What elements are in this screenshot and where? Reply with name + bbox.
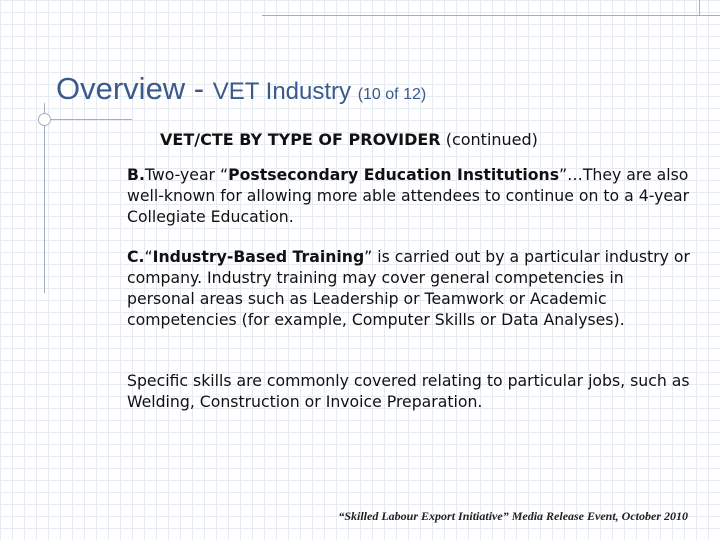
paragraph-postsecondary xyxy=(127,164,692,227)
circle-marker xyxy=(38,113,51,126)
title-main: Overview - xyxy=(56,71,213,106)
section-heading-rest: (continued) xyxy=(440,130,538,149)
title-underline xyxy=(44,119,132,120)
paragraph-specific-skills: Specific skills are commonly covered relating to particular jobs, such as Welding, Construction or Invoice Preparation. xyxy=(127,371,690,411)
top-rule-line xyxy=(262,15,720,16)
paragraph-b-bold: Postsecondary Education Institutions xyxy=(228,165,560,184)
paragraph-c-text-start: “ xyxy=(144,247,153,266)
paragraph-industry-training xyxy=(127,246,692,330)
left-vertical-line xyxy=(44,103,45,293)
right-rule-line xyxy=(699,0,700,15)
title-subtitle: VET Industry xyxy=(212,78,358,105)
title-page-count: (10 of 12) xyxy=(357,86,427,103)
paragraph-c-label: C. xyxy=(127,247,145,266)
paragraph-b-text-end: ”…They are also well-known for allowing more able attendees to continue on to a 4-year Collegiate Education. xyxy=(127,165,690,226)
slide-title xyxy=(56,70,426,107)
section-heading xyxy=(160,130,538,149)
paragraph-c-text-end: ” is carried out by a particular industry or company. Industry training may cover general competencies in personal areas such as Leadership or Teamwork or Academic competencies (for example, Computer Skills or Data Analyses). xyxy=(127,247,690,329)
paragraph-b-label: B. xyxy=(127,165,145,184)
footer-event-caption: “Skilled Labour Export Initiative” Media Release Event, October 2010 xyxy=(338,509,688,523)
section-heading-bold: VET/CTE BY TYPE OF PROVIDER xyxy=(160,130,441,149)
paragraph-c-bold: Industry-Based Training xyxy=(152,247,365,266)
paragraph-b-text-start: Two-year “ xyxy=(144,165,229,184)
